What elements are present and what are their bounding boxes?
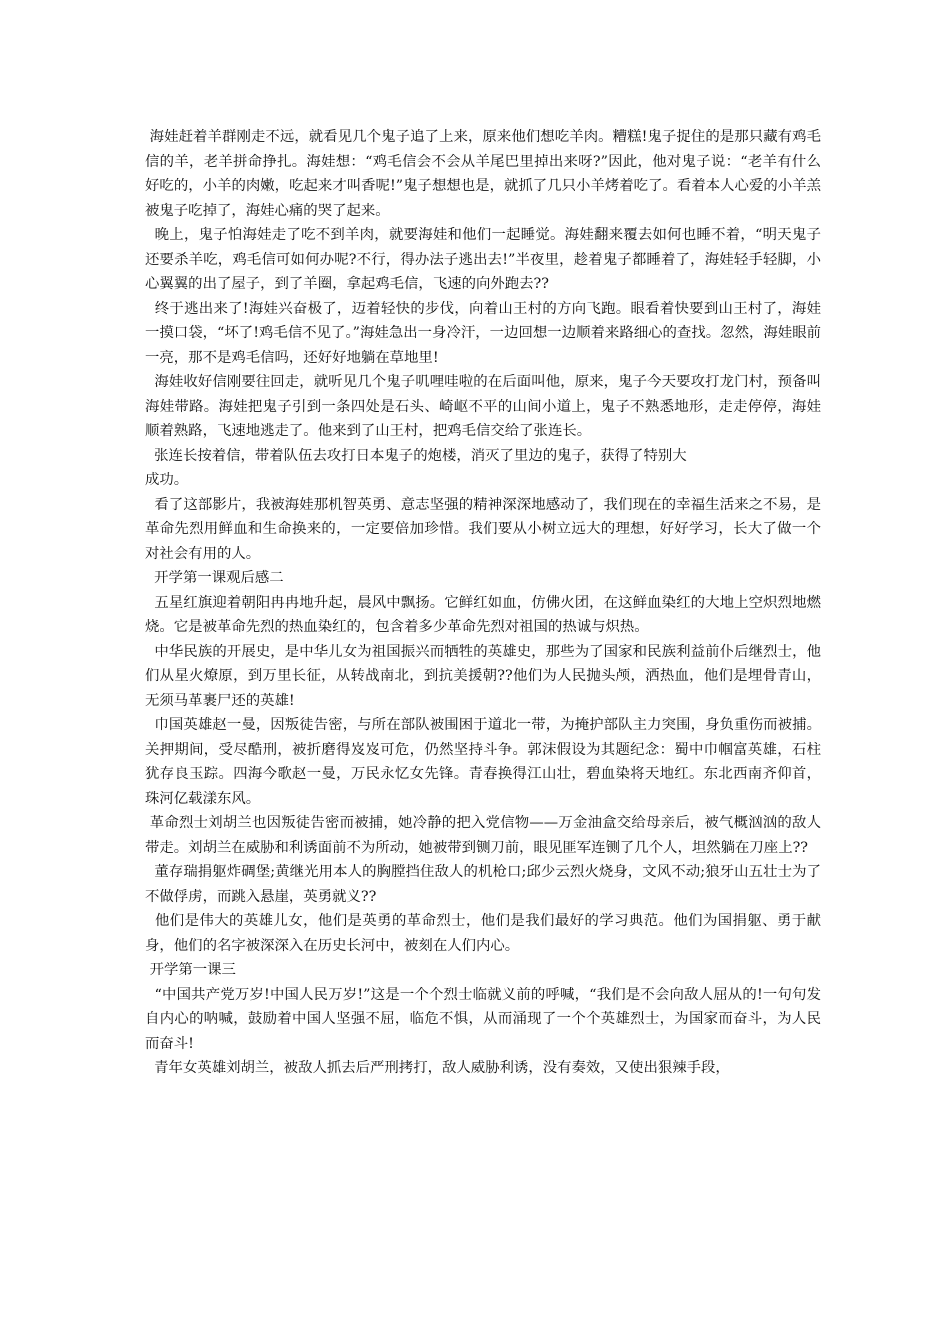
paragraph: 中华民族的开展史，是中华儿女为祖国振兴而牺牲的英雄史，那些为了国家和民族利益前仆后继烈士，他们从星火燎原，到万里长征，从转战南北，到抗美援朝??他们为人民抛头颅，洒热血，他们是埋骨青山，无须马革裹尸还的英雄!: [145, 643, 821, 709]
paragraph: 看了这部影片，我被海娃那机智英勇、意志坚强的精神深深地感动了，我们现在的幸福生活来之不易，是革命先烈用鲜血和生命换来的，一定要倍加珍惜。我们要从小树立远大的理想，好好学习，长大了做一个对社会有用的人。: [145, 496, 821, 562]
paragraph: 海娃赶着羊群刚走不远，就看见几个鬼子追了上来，原来他们想吃羊肉。糟糕!鬼子捉住的是那只藏有鸡毛信的羊，老羊拼命挣扎。海娃想：“鸡毛信会不会从羊尾巴里掉出来呀?”因此，他对鬼子说：“老羊有什么好吃的，小羊的肉嫩，吃起来才叫香呢!”鬼子想想也是，就抓了几只小羊烤着吃了。看着本人心爱的小羊羔被鬼子吃掉了，海娃心痛的哭了起来。: [145, 129, 821, 219]
paragraph: 张连长按着信，带着队伍去攻打日本鬼子的炮楼，消灭了里边的鬼子，获得了特别大 成功。: [145, 447, 687, 488]
section-heading: 开学第一课观后感二: [145, 570, 284, 586]
paragraph: 董存瑞捐躯炸碉堡;黄继光用本人的胸膛挡住敌人的机枪口;邱少云烈火烧身，文风不动;狼牙山五壮士为了不做俘虏，而跳入悬崖，英勇就义??: [145, 864, 821, 905]
section-heading: 开学第一课三: [145, 962, 236, 978]
paragraph: 巾国英雄赵一曼，因叛徒告密，与所在部队被围困于道北一带，为掩护部队主力突围，身负重伤而被捕。关押期间，受尽酷刑，被折磨得岌岌可危，仍然坚持斗争。郭沫假设为其题纪念：蜀中巾帼富英雄，石柱犹存良玉踪。四海今歌赵一曼，万民永忆女先锋。青春换得江山壮，碧血染将天地红。东北西南齐仰首，珠河亿载漾东风。: [145, 717, 821, 807]
paragraph: 终于逃出来了!海娃兴奋极了，迈着轻快的步伐，向着山王村的方向飞跑。眼看着快要到山王村了，海娃一摸口袋，“坏了!鸡毛信不见了。”海娃急出一身冷汗，一边回想一边顺着来路细心的查找。忽然，海娃眼前一亮，那不是鸡毛信吗，还好好地躺在草地里!: [145, 300, 821, 366]
paragraph: 革命烈士刘胡兰也因叛徒告密而被捕，她冷静的把入党信物——万金油盒交给母亲后，被气概汹汹的敌人带走。刘胡兰在威胁和利诱面前不为所动，她被带到铡刀前，眼见匪军连铡了几个人，坦然躺在刀座上??: [145, 815, 821, 856]
paragraph: 他们是伟大的英雄儿女，他们是英勇的革命烈士，他们是我们最好的学习典范。他们为国捐躯、勇于献身，他们的名字被深深入在历史长河中，被刻在人们内心。: [145, 913, 821, 954]
paragraph: 青年女英雄刘胡兰，被敌人抓去后严刑拷打，敌人威胁利诱，没有奏效，又使出狠辣手段，: [145, 1060, 730, 1076]
paragraph: 海娃收好信刚要往回走，就听见几个鬼子叽哩哇啦的在后面叫他，原来，鬼子今天要攻打龙门村，预备叫海娃带路。海娃把鬼子引到一条四处是石头、崎岖不平的山间小道上，鬼子不熟悉地形，走走停停，海娃顺着熟路，飞速地逃走了。他来到了山王村，把鸡毛信交给了张连长。: [145, 374, 821, 439]
paragraph: “中国共产党万岁!中国人民万岁!”这是一个个烈士临就义前的呼喊，“我们是不会向敌人屈从的!一句句发自内心的呐喊，鼓励着中国人坚强不屈，临危不惧，从而涌现了一个个英雄烈士，为国家而奋斗，为人民而奋斗!: [145, 986, 821, 1052]
paragraph: 晚上，鬼子怕海娃走了吃不到羊肉，就要海娃和他们一起睡觉。海娃翻来覆去如何也睡不着，“明天鬼子还要杀羊吃，鸡毛信可如何办呢?不行，得办法子逃出去!”半夜里，趁着鬼子都睡着了，海娃轻手轻脚，小心翼翼的出了屋子，到了羊圈，拿起鸡毛信，飞速的向外跑去??: [145, 227, 821, 292]
paragraph: 五星红旗迎着朝阳冉冉地升起，晨风中飘扬。它鲜红如血，仿佛火团，在这鲜血染红的大地上空炽烈地燃烧。它是被革命先烈的热血染红的，包含着多少革命先烈对祖国的热诚与炽热。: [145, 594, 821, 635]
document-body: [145, 125, 821, 1081]
